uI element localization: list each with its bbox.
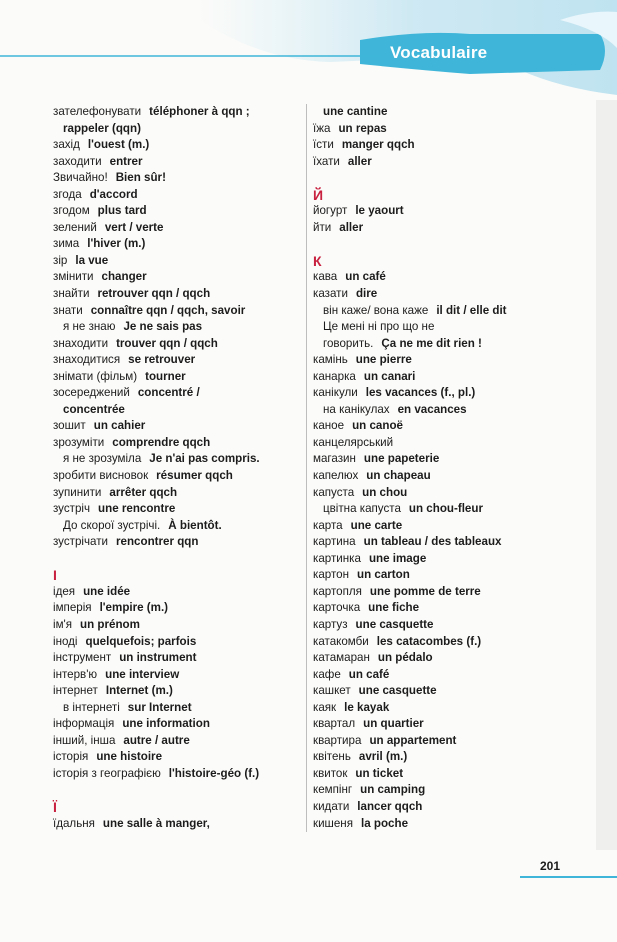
french-term: l'hiver (m.) — [87, 237, 146, 251]
french-term: la poche — [360, 816, 409, 830]
ukrainian-term: магазин — [313, 452, 356, 466]
french-term: une cantine — [323, 105, 388, 118]
french-term: un café — [348, 667, 390, 681]
ukrainian-term: казати — [313, 287, 348, 301]
vocab-entry — [53, 716, 303, 733]
french-term: une pomme de terre — [369, 584, 481, 598]
ukrainian-term: квартира — [313, 733, 362, 747]
french-term: Je n'ai pas compris. — [149, 452, 260, 466]
vocab-entry — [53, 104, 303, 121]
ukrainian-term: я не знаю — [63, 320, 116, 334]
ukrainian-term: карта — [313, 518, 343, 532]
ukrainian-term: інший, інша — [53, 733, 116, 747]
french-term: comprendre qqch — [112, 435, 211, 449]
ukrainian-term: зателефонувати — [53, 105, 142, 118]
vocab-entry — [313, 336, 603, 353]
vocab-entry — [53, 187, 303, 204]
french-term: une papeterie — [363, 452, 440, 466]
ukrainian-term: знайти — [53, 287, 90, 301]
vocab-entry — [53, 534, 303, 551]
vocab-entry — [313, 104, 603, 121]
vocab-entry — [53, 253, 303, 270]
ukrainian-term: зошит — [53, 419, 86, 433]
french-term: le yaourt — [355, 204, 404, 218]
french-term: lancer qqch — [357, 799, 423, 813]
french-term: un pédalo — [377, 651, 433, 665]
ukrainian-term: говорить. — [323, 336, 374, 350]
spacer — [313, 236, 603, 253]
vocab-entry — [53, 319, 303, 336]
vocab-entry — [313, 203, 603, 220]
french-term: rencontrer qqn — [116, 535, 199, 549]
ukrainian-term: квітень — [313, 750, 351, 764]
ukrainian-term: в інтернеті — [63, 700, 120, 714]
french-term: les vacances (f., pl.) — [365, 386, 476, 400]
ukrainian-term: знати — [53, 303, 83, 317]
french-term: manger qqch — [341, 138, 415, 152]
ukrainian-term: капелюх — [313, 469, 359, 483]
page-footer — [520, 857, 617, 879]
vocab-entry — [53, 203, 303, 220]
french-term: un camping — [360, 783, 426, 797]
ukrainian-term: зупинити — [53, 485, 102, 499]
french-term: un prénom — [80, 617, 140, 631]
ukrainian-term: картина — [313, 535, 356, 549]
ukrainian-term: каное — [313, 419, 345, 433]
french-term: un chou-fleur — [408, 502, 483, 516]
left-column — [53, 104, 303, 832]
french-term: concentré / — [137, 386, 200, 400]
vocab-entry — [313, 551, 603, 568]
french-term: une rencontre — [98, 502, 176, 516]
ukrainian-term: картинка — [313, 551, 361, 565]
ukrainian-term: канікули — [313, 386, 358, 400]
vocab-entry — [53, 501, 303, 518]
vocab-entry — [53, 650, 303, 667]
vocabulaire-title: Vocabulaire — [390, 43, 488, 62]
vocab-entry — [313, 782, 603, 799]
vocab-entry — [53, 451, 303, 468]
ukrainian-term: кашкет — [313, 684, 351, 698]
french-term: dire — [355, 287, 378, 301]
french-term: les catacombes (f.) — [376, 634, 482, 648]
vocab-entry — [313, 518, 603, 535]
french-term: connaître qqn / qqch, savoir — [90, 303, 246, 317]
french-term: concentrée — [63, 402, 125, 416]
ukrainian-term: кишеня — [313, 816, 353, 830]
ukrainian-term: канарка — [313, 369, 356, 383]
french-term: une salle à manger, — [102, 816, 210, 830]
french-term: l'histoire-géo (f.) — [168, 766, 260, 780]
french-term: téléphoner à qqn ; — [149, 105, 250, 118]
vocab-entry — [313, 700, 603, 717]
ukrainian-term: історія — [53, 750, 89, 764]
ukrainian-term: зелений — [53, 220, 97, 234]
vocab-entry — [313, 716, 603, 733]
ukrainian-term: імперія — [53, 601, 92, 615]
french-term: un café — [345, 270, 386, 284]
french-term: une pierre — [355, 353, 412, 367]
french-term: arrêter qqch — [109, 485, 178, 499]
french-term: un cahier — [93, 419, 146, 433]
ukrainian-term: картопля — [313, 584, 362, 598]
ukrainian-term: зробити висновок — [53, 469, 149, 483]
page-number: 201 — [540, 859, 561, 873]
ukrainian-term: каяк — [313, 700, 337, 714]
vocab-entry — [313, 352, 603, 369]
ukrainian-term: капуста — [313, 485, 355, 499]
vocab-entry — [313, 749, 603, 766]
french-term: À bientôt. — [168, 518, 222, 532]
ukrainian-term: їдальня — [53, 816, 95, 830]
french-term: une casquette — [355, 617, 434, 631]
french-term: un canoë — [352, 419, 403, 433]
vocab-entry — [313, 534, 603, 551]
vocab-entry — [53, 286, 303, 303]
french-term: une casquette — [358, 684, 437, 698]
french-term: un appartement — [369, 733, 457, 747]
spacer — [53, 551, 303, 568]
vocab-entry — [53, 600, 303, 617]
ukrainian-term: кидати — [313, 799, 350, 813]
ukrainian-term: карточка — [313, 601, 361, 615]
french-term: changer — [101, 270, 147, 284]
ukrainian-term: кафе — [313, 667, 341, 681]
french-term: sur Internet — [127, 700, 192, 714]
vocab-entry — [313, 319, 603, 336]
french-term: Internet (m.) — [105, 684, 173, 698]
ukrainian-term: йогурт — [313, 204, 348, 218]
french-term: en vacances — [397, 402, 467, 416]
vocab-entry — [53, 137, 303, 154]
right-column — [313, 104, 603, 832]
section-letter — [313, 187, 603, 204]
vocab-entry — [313, 766, 603, 783]
vocab-entry — [53, 683, 303, 700]
ukrainian-term: кава — [313, 270, 338, 284]
french-term: un chapeau — [366, 469, 431, 483]
ukrainian-term: йти — [313, 220, 332, 234]
french-term: un tableau / des tableaux — [363, 535, 502, 549]
french-term: une fiche — [368, 601, 420, 615]
french-term: un carton — [357, 568, 410, 582]
french-term: un canari — [363, 369, 416, 383]
french-term: Bien sûr! — [115, 171, 166, 185]
vocab-entry — [53, 816, 303, 833]
ukrainian-term: камінь — [313, 353, 348, 367]
ukrainian-term: інтерв'ю — [53, 667, 98, 681]
french-term: autre / autre — [123, 733, 190, 747]
vocab-entry — [313, 683, 603, 700]
vocab-entry — [53, 154, 303, 171]
ukrainian-term: історія з географією — [53, 766, 161, 780]
header-banner — [0, 0, 617, 100]
ukrainian-term: їсти — [313, 138, 334, 152]
vocab-entry — [53, 336, 303, 353]
french-term: aller — [339, 220, 364, 234]
section-letter — [53, 799, 303, 816]
french-term: le kayak — [344, 700, 390, 714]
french-term: la vue — [75, 253, 109, 267]
french-term: un quartier — [363, 717, 424, 731]
vocab-entry — [53, 236, 303, 253]
vocab-entry — [313, 584, 603, 601]
french-term: une carte — [350, 518, 403, 532]
ukrainian-term: інформація — [53, 717, 115, 731]
vocab-entry — [53, 733, 303, 750]
french-term: Je ne sais pas — [123, 320, 203, 334]
ukrainian-term: знаходити — [53, 336, 109, 350]
ukrainian-term: я не зрозуміла — [63, 452, 142, 466]
ukrainian-term: зір — [53, 253, 68, 267]
ukrainian-term: захід — [53, 138, 80, 152]
french-term: une information — [122, 717, 210, 731]
ukrainian-term: ім'я — [53, 617, 73, 631]
french-term: avril (m.) — [358, 750, 408, 764]
ukrainian-term: знаходитися — [53, 353, 121, 367]
french-term: une idée — [83, 584, 131, 598]
ukrainian-term: зустрічати — [53, 535, 109, 549]
french-term: plus tard — [97, 204, 147, 218]
ukrainian-term: картуз — [313, 617, 348, 631]
ukrainian-term: Це мені ні про що не — [323, 320, 435, 334]
vocab-entry — [313, 402, 603, 419]
vocab-entry — [53, 700, 303, 717]
ukrainian-term: їжа — [313, 121, 331, 135]
french-term: l'ouest (m.) — [87, 138, 150, 152]
french-term: entrer — [109, 154, 143, 168]
ukrainian-term: знімати (фільм) — [53, 369, 138, 383]
section-letter — [53, 567, 303, 584]
vocab-entry — [313, 451, 603, 468]
vocab-entry — [313, 121, 603, 138]
french-term: se retrouver — [128, 353, 196, 367]
french-term: un repas — [338, 121, 387, 135]
french-term: l'empire (m.) — [99, 601, 169, 615]
vocab-entry — [313, 733, 603, 750]
section-letter-label: Й — [313, 186, 324, 203]
vocab-entry — [53, 584, 303, 601]
vocab-entry — [53, 749, 303, 766]
ukrainian-term: інструмент — [53, 651, 112, 665]
ukrainian-term: цвітна капуста — [323, 502, 401, 516]
vocab-entry — [53, 269, 303, 286]
ukrainian-term: іноді — [53, 634, 78, 648]
french-term: aller — [347, 154, 372, 168]
ukrainian-term: катакомби — [313, 634, 369, 648]
vocab-entry — [313, 435, 603, 452]
ukrainian-term: кемпінг — [313, 783, 353, 797]
vocab-entry — [313, 650, 603, 667]
vocab-entry — [53, 667, 303, 684]
vocab-entry — [53, 518, 303, 535]
ukrainian-term: інтернет — [53, 684, 98, 698]
vocab-entry — [53, 766, 303, 783]
vocab-entry — [53, 634, 303, 651]
vocab-entry — [313, 369, 603, 386]
ukrainian-term: змінити — [53, 270, 94, 284]
ukrainian-term: Звичайно! — [53, 171, 108, 185]
section-letter — [313, 253, 603, 270]
vocab-entry — [53, 352, 303, 369]
ukrainian-term: зустріч — [53, 502, 91, 516]
french-term: un instrument — [119, 651, 197, 665]
ukrainian-term: їхати — [313, 154, 340, 168]
french-term: rappeler (qqn) — [63, 121, 141, 135]
french-term: une histoire — [96, 750, 163, 764]
french-term: il dit / elle dit — [436, 303, 507, 317]
french-term: tourner — [145, 369, 186, 383]
vocab-entry — [53, 435, 303, 452]
vocab-entry — [53, 468, 303, 485]
vocab-entry — [313, 137, 603, 154]
ukrainian-term: заходити — [53, 154, 102, 168]
ukrainian-term: зосереджений — [53, 386, 130, 400]
vocab-entry — [313, 220, 603, 237]
ukrainian-term: згодом — [53, 204, 90, 218]
ukrainian-term: зрозуміти — [53, 435, 105, 449]
french-term: trouver qqn / qqch — [116, 336, 218, 350]
french-term: une image — [368, 551, 427, 565]
column-divider — [306, 104, 307, 832]
vocab-entry — [53, 303, 303, 320]
vocab-entry — [313, 418, 603, 435]
ukrainian-term: ідея — [53, 584, 76, 598]
vocab-entry — [313, 269, 603, 286]
vocab-entry — [53, 385, 303, 402]
vocab-entry — [313, 799, 603, 816]
vocab-entry — [53, 369, 303, 386]
vocab-entry — [53, 617, 303, 634]
section-letter-label: К — [313, 252, 322, 269]
vocab-entry — [313, 816, 603, 833]
ukrainian-term: квартал — [313, 717, 356, 731]
vocab-entry — [53, 220, 303, 237]
french-term: quelquefois; parfois — [85, 634, 197, 648]
vocab-entry — [313, 468, 603, 485]
ukrainian-term: зима — [53, 237, 80, 251]
ukrainian-term: на канікулах — [323, 402, 390, 416]
vocab-entry — [313, 501, 603, 518]
french-term: un ticket — [355, 766, 404, 780]
ukrainian-term: канцелярський — [313, 435, 394, 449]
vocab-entry — [313, 303, 603, 320]
spacer — [313, 170, 603, 187]
vocab-entry — [53, 418, 303, 435]
vocab-entry — [313, 286, 603, 303]
french-term: un chou — [362, 485, 408, 499]
spacer — [53, 782, 303, 799]
french-term: retrouver qqn / qqch — [97, 287, 211, 301]
vocab-entry — [313, 485, 603, 502]
vocab-entry — [313, 617, 603, 634]
ukrainian-term: він каже/ вона каже — [323, 303, 429, 317]
french-term: d'accord — [89, 187, 138, 201]
vocab-entry — [313, 567, 603, 584]
vocab-entry — [53, 121, 303, 138]
french-term: vert / verte — [104, 220, 164, 234]
ukrainian-term: До скорої зустрічі. — [63, 518, 161, 532]
vocab-entry — [313, 600, 603, 617]
vocab-entry — [313, 667, 603, 684]
footer-accent-line — [520, 876, 617, 878]
section-letter-label: І — [53, 567, 57, 584]
ukrainian-term: катамаран — [313, 651, 370, 665]
ukrainian-term: згода — [53, 187, 82, 201]
french-term: résumer qqch — [156, 469, 233, 483]
vocab-entry — [313, 154, 603, 171]
ukrainian-term: картон — [313, 568, 349, 582]
section-letter-label: Ї — [53, 798, 57, 815]
french-term: Ça ne me dit rien ! — [381, 336, 482, 350]
vocab-entry — [53, 170, 303, 187]
french-term: une interview — [105, 667, 180, 681]
ukrainian-term: квиток — [313, 766, 348, 780]
vocab-entry — [53, 402, 303, 419]
vocab-entry — [313, 385, 603, 402]
vocab-entry — [313, 634, 603, 651]
vocab-entry — [53, 485, 303, 502]
